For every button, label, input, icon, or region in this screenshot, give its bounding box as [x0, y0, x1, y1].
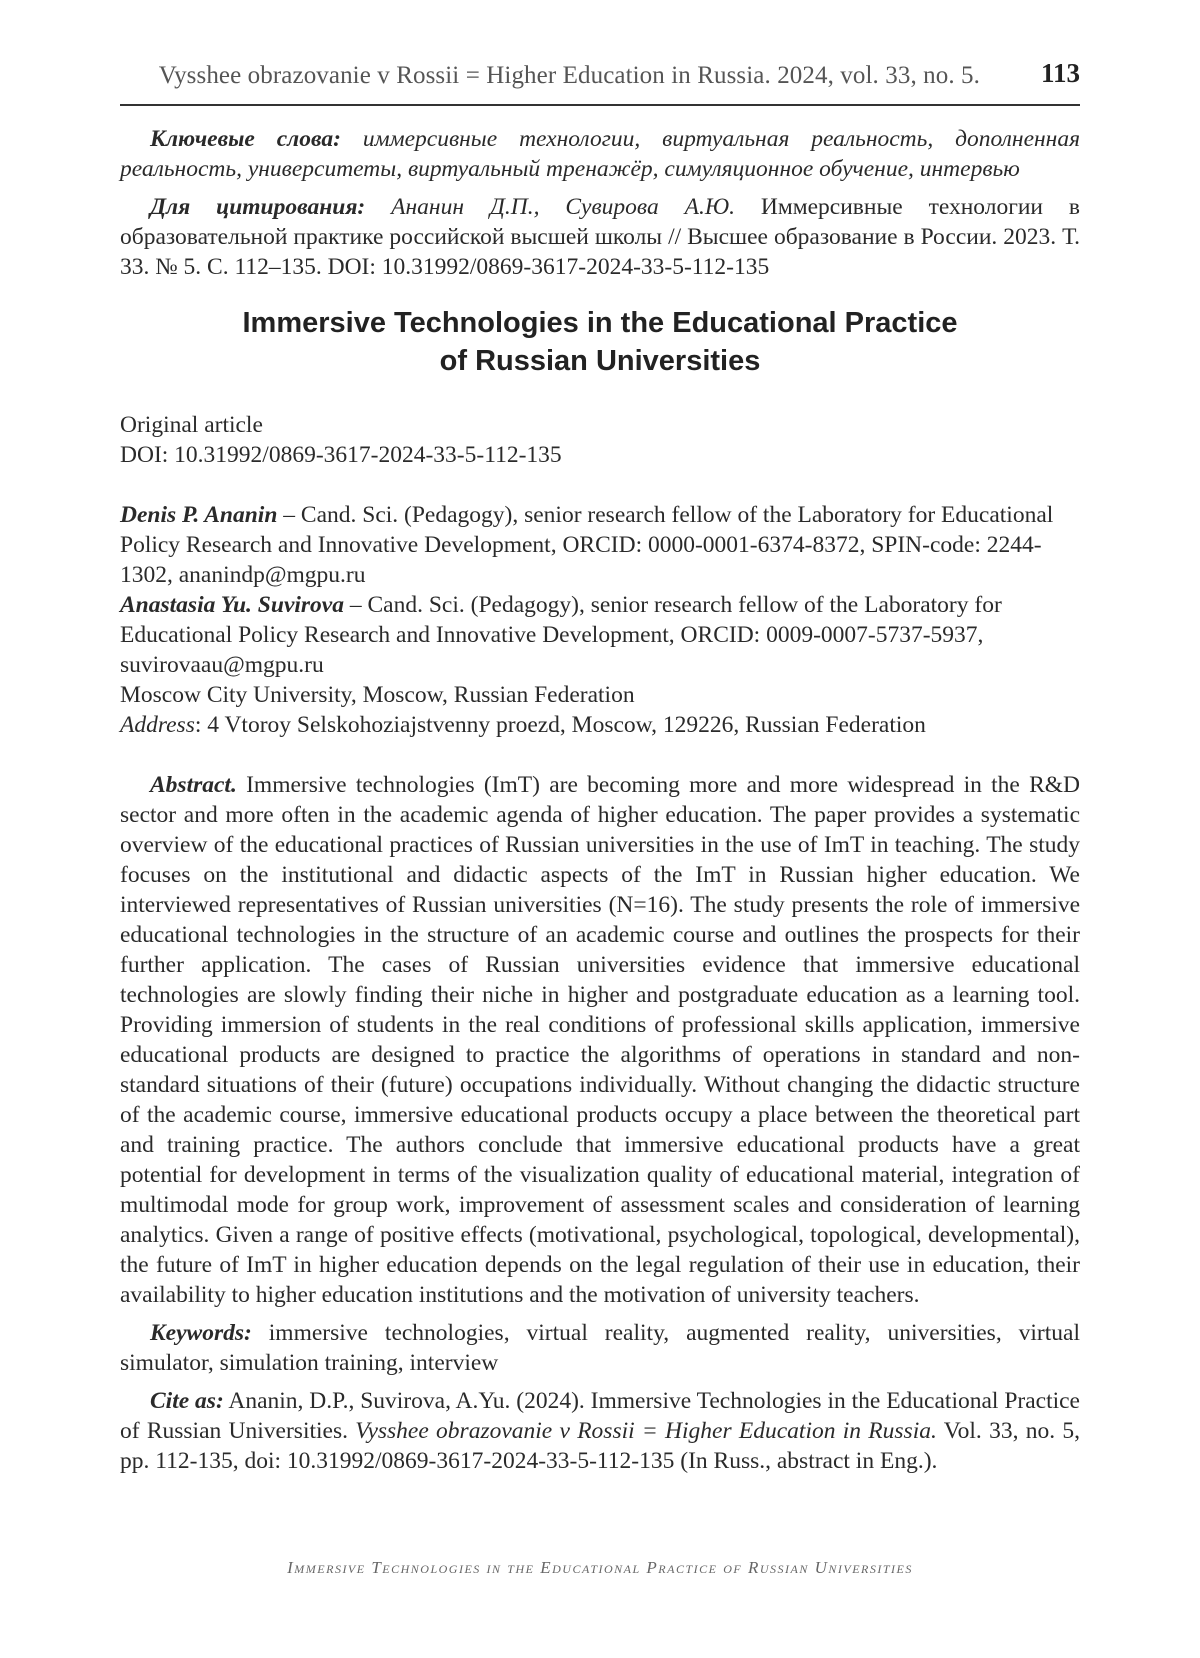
author-name-2: Anastasia Yu. Suvirova [120, 592, 344, 618]
running-footer: Immersive Technologies in the Educational Practice of Russian Universities [287, 1558, 913, 1577]
cite-as-text: Ananin, D.P., Suvirova, A.Yu. (2024). Immersive Technologies in the Educational Practice of Russian Universities. [120, 1388, 1080, 1444]
header-rule [120, 104, 1080, 106]
cite-as-label: Cite as: [150, 1388, 224, 1414]
russian-citation-text: Иммерсивные технологии в образовательной практике российской высшей школы // Высшее образование в России. 2023. Т. 33. № 5. С. 112–135. DOI: 10.31992/0869-3617-2024-33-5-112-135 [120, 194, 1080, 280]
keywords-text: immersive technologies, virtual reality, augmented reality, universities, virtual simulator, simulation training, interview [120, 1320, 1080, 1376]
russian-keywords [120, 124, 1080, 184]
author-name-1: Denis P. Ananin [120, 502, 278, 528]
abstract [120, 770, 1080, 1310]
cite-as-journal: Vysshee obrazovanie v Rossii = Higher Education in Russia. [355, 1418, 937, 1444]
cite-as-details: Vol. 33, no. 5, pp. 112-135, doi: 10.31992/0869-3617-2024-33-5-112-135 (In Russ., abstract in Eng.). [120, 1418, 1080, 1474]
page-number: 113 [1040, 58, 1080, 88]
russian-keywords-label: Ключевые слова: [150, 126, 341, 152]
article-title-line-2: of Russian Universities [439, 345, 761, 377]
article-type: Original article [120, 412, 263, 438]
affiliation: Moscow City University, Moscow, Russian Federation [120, 682, 635, 708]
russian-citation-label: Для цитирования: [150, 194, 366, 220]
journal-citation-header: Vysshee obrazovanie v Rossii = Higher Education in Russia. 2024, vol. 33, no. 5. [158, 62, 980, 89]
article-doi: DOI: 10.31992/0869-3617-2024-33-5-112-135 [120, 442, 562, 468]
russian-citation-authors: Ананин Д.П., Сувирова А.Ю. [391, 194, 735, 220]
article-title-line-1: Immersive Technologies in the Educational Practice [242, 307, 958, 339]
keywords-label: Keywords: [150, 1320, 252, 1346]
abstract-text: Immersive technologies (ImT) are becoming more and more widespread in the R&D sector and more often in the academic agenda of higher education. The paper provides a systematic overview of the educational practices of Russian universities in the use of ImT in teaching. The study focuses on the institutional and didactic aspects of the ImT in Russian higher education. We interviewed representatives of Russian universities (N=16). The study presents the role of immersive educational technologies in the structure of an academic course and outlines the prospects for their further application. The cases of Russian universities evidence that immersive educational technologies are slowly finding their niche in higher and postgraduate education as a learning tool. Providing immersion of students in the real conditions of professional skills application, immersive educational products are designed to practice the algorithms of operations in standard and non-standard situations of their (future) occupations individually. Without changing the didactic structure of the academic course, immersive educational products occupy a place between the theoretical part and training practice. The authors conclude that immersive educational products have a great potential for development in terms of the visualization quality of educational material, integration of multimodal mode for group work, improvement of assessment scales and consideration of learning analytics. Given a range of positive effects (motivational, psychological, topological, developmental), the future of ImT in higher education depends on the legal regulation of their use in education, their availability to higher education institutions and the motivation of university teachers. [120, 772, 1080, 1308]
cite-as [120, 1386, 1080, 1476]
author-details-1: – Cand. Sci. (Pedagogy), senior research fellow of the Laboratory for Educational Policy Research and Innovative Development, ORCID: 0000-0001-6374-8372, SPIN-code: 2244-1302, ananindp@mgpu.ru [120, 502, 1054, 588]
author-details-2: – Cand. Sci. (Pedagogy), senior research fellow of the Laboratory for Educational Policy Research and Innovative Development, ORCID: 0009-0007-5737-5937, suvirovaau@mgpu.ru [120, 592, 1002, 678]
abstract-label: Abstract. [150, 772, 237, 798]
address-label: Address [120, 712, 195, 738]
russian-citation [120, 192, 1080, 282]
keywords [120, 1318, 1080, 1378]
article-meta [120, 410, 1080, 470]
author-info [120, 500, 1080, 740]
running-header [120, 58, 1080, 98]
main-content [120, 124, 1080, 1476]
article-title [120, 304, 1080, 380]
address-text: : 4 Vtoroy Selskohoziajstvenny proezd, Moscow, 129226, Russian Federation [194, 712, 926, 738]
russian-keywords-text: иммерсивные технологии, виртуальная реальность, дополненная реальность, университеты, виртуальный тренажёр, симуляционное обучение, интервью [120, 126, 1081, 182]
